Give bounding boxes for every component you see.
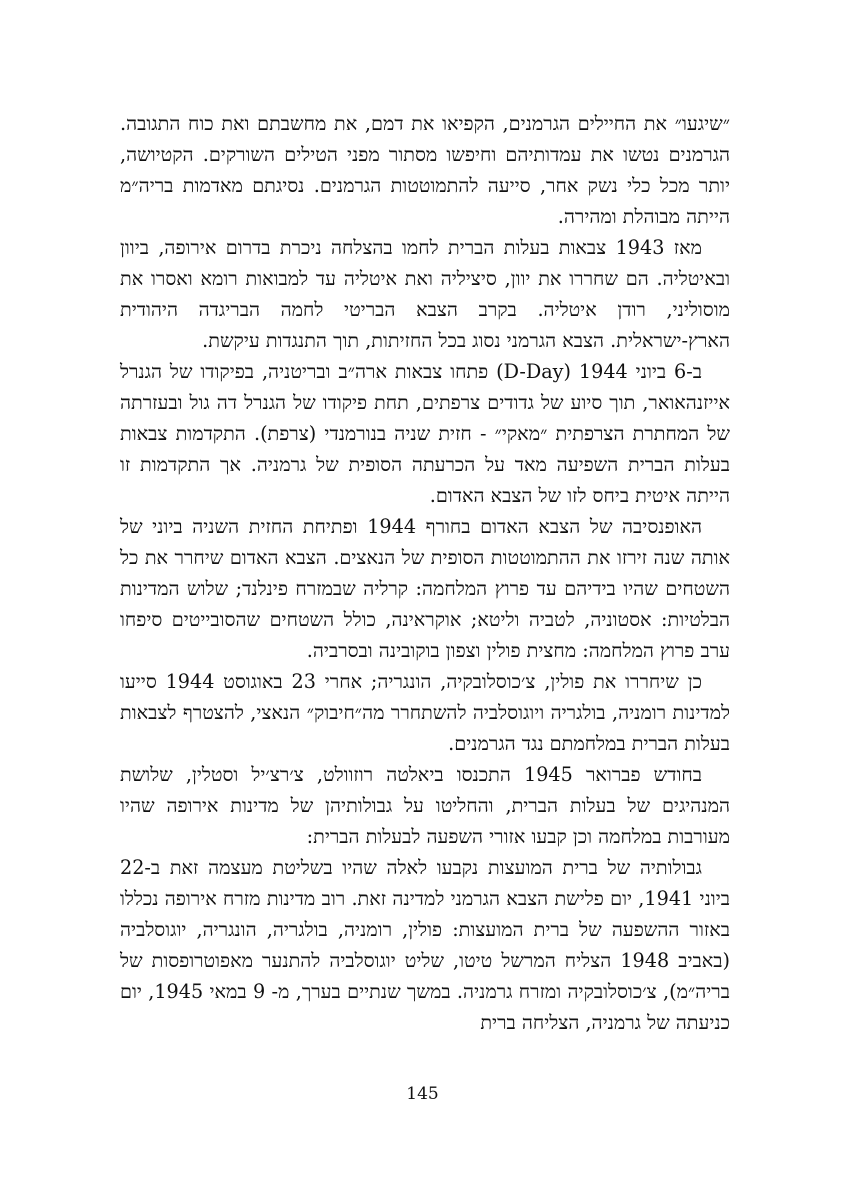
paragraph-5: כן שיחררו את פולין, צ׳כוסלובקיה, הונגריה; אחרי 23 באוגוסט 1944 סייעו למדינות רומניה, בולגריה ויוגוסלביה להשתחרר מה״חיבוק״ הנאצי, להצטרף לצבאות בעלות הברית במלחמתם נגד הגרמנים. <box>120 670 730 755</box>
paragraph-2: מאז 1943 צבאות בעלות הברית לחמו בהצלחה ניכרת בדרום אירופה, ביוון ובאיטליה. הם שחררו את יוון, סיציליה ואת איטליה עד למבואות רומא ואסרו את מוסוליני, רודן איטליה. בקרב הצבא הבריטי לחמה הבריגדה היהודית הארץ-ישראלית. הצבא הגרמני נסוג בכל החזיתות, תוך התנגדות עיקשת. <box>120 236 730 352</box>
page-number: 145 <box>406 1084 439 1104</box>
paragraph-7: גבולותיה של ברית המועצות נקבעו לאלה שהיו בשליטת מעצמה זאת ב-22 ביוני 1941, יום פלישת הצבא הגרמני למדינה זאת. רוב מדינות מזרח אירופה נכללו באזור ההשפעה של ברית המועצות: פולין, רומניה, בולגריה, הונגריה, יוגוסלביה (באביב 1948 הצליח המרשל טיטו, שליט יוגוסלביה להתנער מאפוטרופסות של בריה״מ), צ׳כוסלובקיה ומזרח גרמניה. במשך שנתיים בערך, מ- 9 במאי 1945, יום כניעתה של גרמניה, הצליחה ברית <box>120 856 731 1034</box>
paragraph-3: ב-6 ביוני 1944 (D-Day) פתחו צבאות ארה״ב ובריטניה, בפיקודו של הגנרל אייזנהאואר, תוך סיוע של גדודים צרפתים, תחת פיקודו של הגנרל דה גול ובעזרתה של המחתרת הצרפתית ״מאקי״ - חזית שניה בנורמנדי (צרפת). התקדמות צבאות בעלות הברית השפיעה מאד על הכרעתה הסופית של גרמניה. אך התקדמות זו הייתה איטית ביחס לזו של הצבא האדום. <box>120 360 730 507</box>
paragraph-6: בחודש פברואר 1945 התכנסו ביאלטה רוזוולט, צ׳רצ׳יל וסטלין, שלושת המנהיגים של בעלות הברית, והחליטו על גבולותיהן של מדינות אירופה שהיו מעורבות במלחמה וכן קבעו אזורי השפעה לבעלות הברית: <box>120 763 730 848</box>
document-page <box>120 108 730 1108</box>
paragraph-4: האופנסיבה של הצבא האדום בחורף 1944 ופתיחת החזית השניה ביוני של אותה שנה זירזו את ההתמוטטות הסופית של הנאצים. הצבא האדום שיחרר את כל השטחים שהיו בידיהם עד פרוץ המלחמה: קרליה שבמזרח פינלנד; שלוש המדינות הבלטיות: אסטוניה, לטביה וליטא; אוקראינה, כולל השטחים שהסובייטים סיפחו ערב פרוץ המלחמה: מחצית פולין וצפון בוקובינה ובסרביה. <box>120 515 730 662</box>
paragraph-1: ״שיגעו״ את החיילים הגרמנים, הקפיאו את דמם, את מחשבתם ואת כוח התגובה. הגרמנים נטשו את עמדותיהם וחיפשו מסתור מפני הטילים השורקים. הקטיושה, יותר מכל כלי נשק אחר, סייעה להתמוטטות הגרמנים. נסיגתם מאדמות בריה״מ הייתה מבוהלת ומהירה. <box>120 112 730 228</box>
